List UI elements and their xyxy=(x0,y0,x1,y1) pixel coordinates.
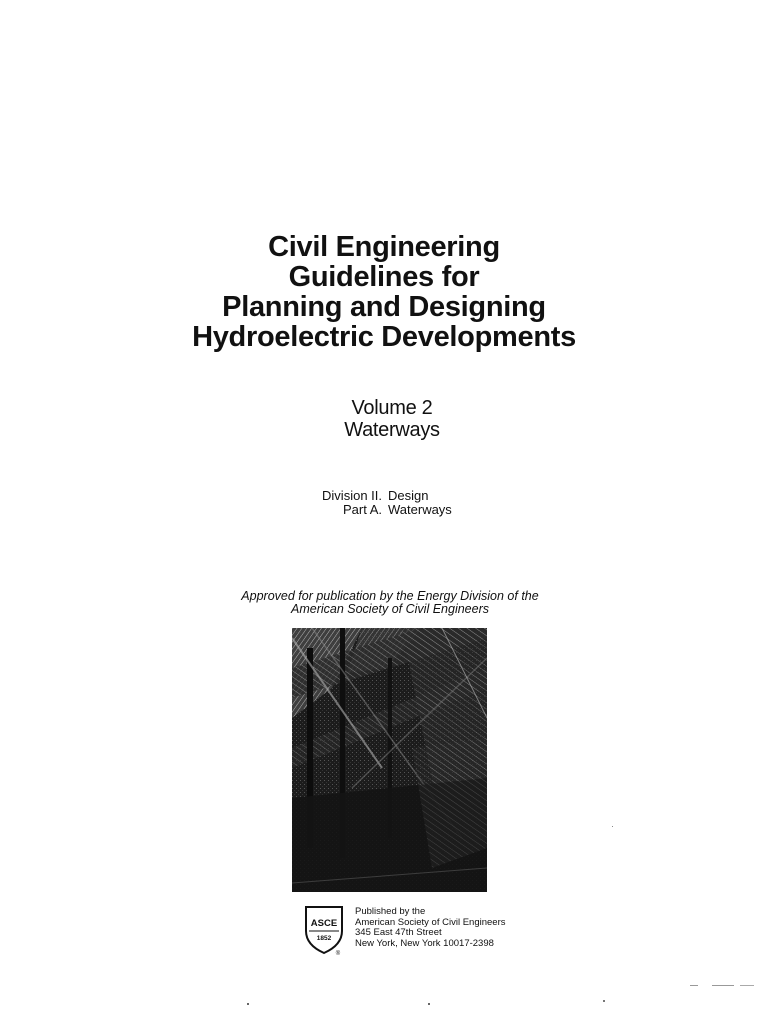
publisher-line-2: American Society of Civil Engineers xyxy=(355,916,506,928)
publisher-info xyxy=(355,907,505,949)
part-value: Waterways xyxy=(388,502,452,517)
approval-line-1: Approved for publication by the Energy Division of the xyxy=(241,589,539,603)
logo-year: 1852 xyxy=(316,935,332,942)
publisher-line-4: New York, New York 10017-2398 xyxy=(355,937,494,949)
logo-acronym: ASCE xyxy=(310,918,338,929)
penstock-structure-image xyxy=(292,628,487,892)
publisher-line-3: 345 East 47th Street xyxy=(355,927,442,938)
registered-mark: ® xyxy=(335,951,341,957)
book-title xyxy=(0,232,768,352)
division-key: Division II. xyxy=(322,488,382,503)
asce-shield-icon xyxy=(303,905,347,957)
volume-name: Waterways xyxy=(344,419,440,441)
title-line-3: Planning and Designing xyxy=(222,291,546,323)
title-line-2: Guidelines for xyxy=(288,261,480,293)
approval-statement xyxy=(0,590,768,616)
cover-photo xyxy=(292,628,487,892)
title-line-4: Hydroelectric Developments xyxy=(192,321,576,353)
volume-heading xyxy=(0,397,768,441)
division-value: Design xyxy=(388,488,429,503)
publisher-line-1: Published by the xyxy=(355,906,426,917)
volume-number: Volume 2 xyxy=(351,397,433,419)
division-row xyxy=(260,489,452,503)
approval-line-2: American Society of Civil Engineers xyxy=(291,602,489,616)
division-info xyxy=(260,489,452,517)
asce-logo xyxy=(303,905,347,957)
title-line-1: Civil Engineering xyxy=(268,231,500,263)
part-key: Part A. xyxy=(342,502,382,517)
part-row xyxy=(260,503,452,517)
